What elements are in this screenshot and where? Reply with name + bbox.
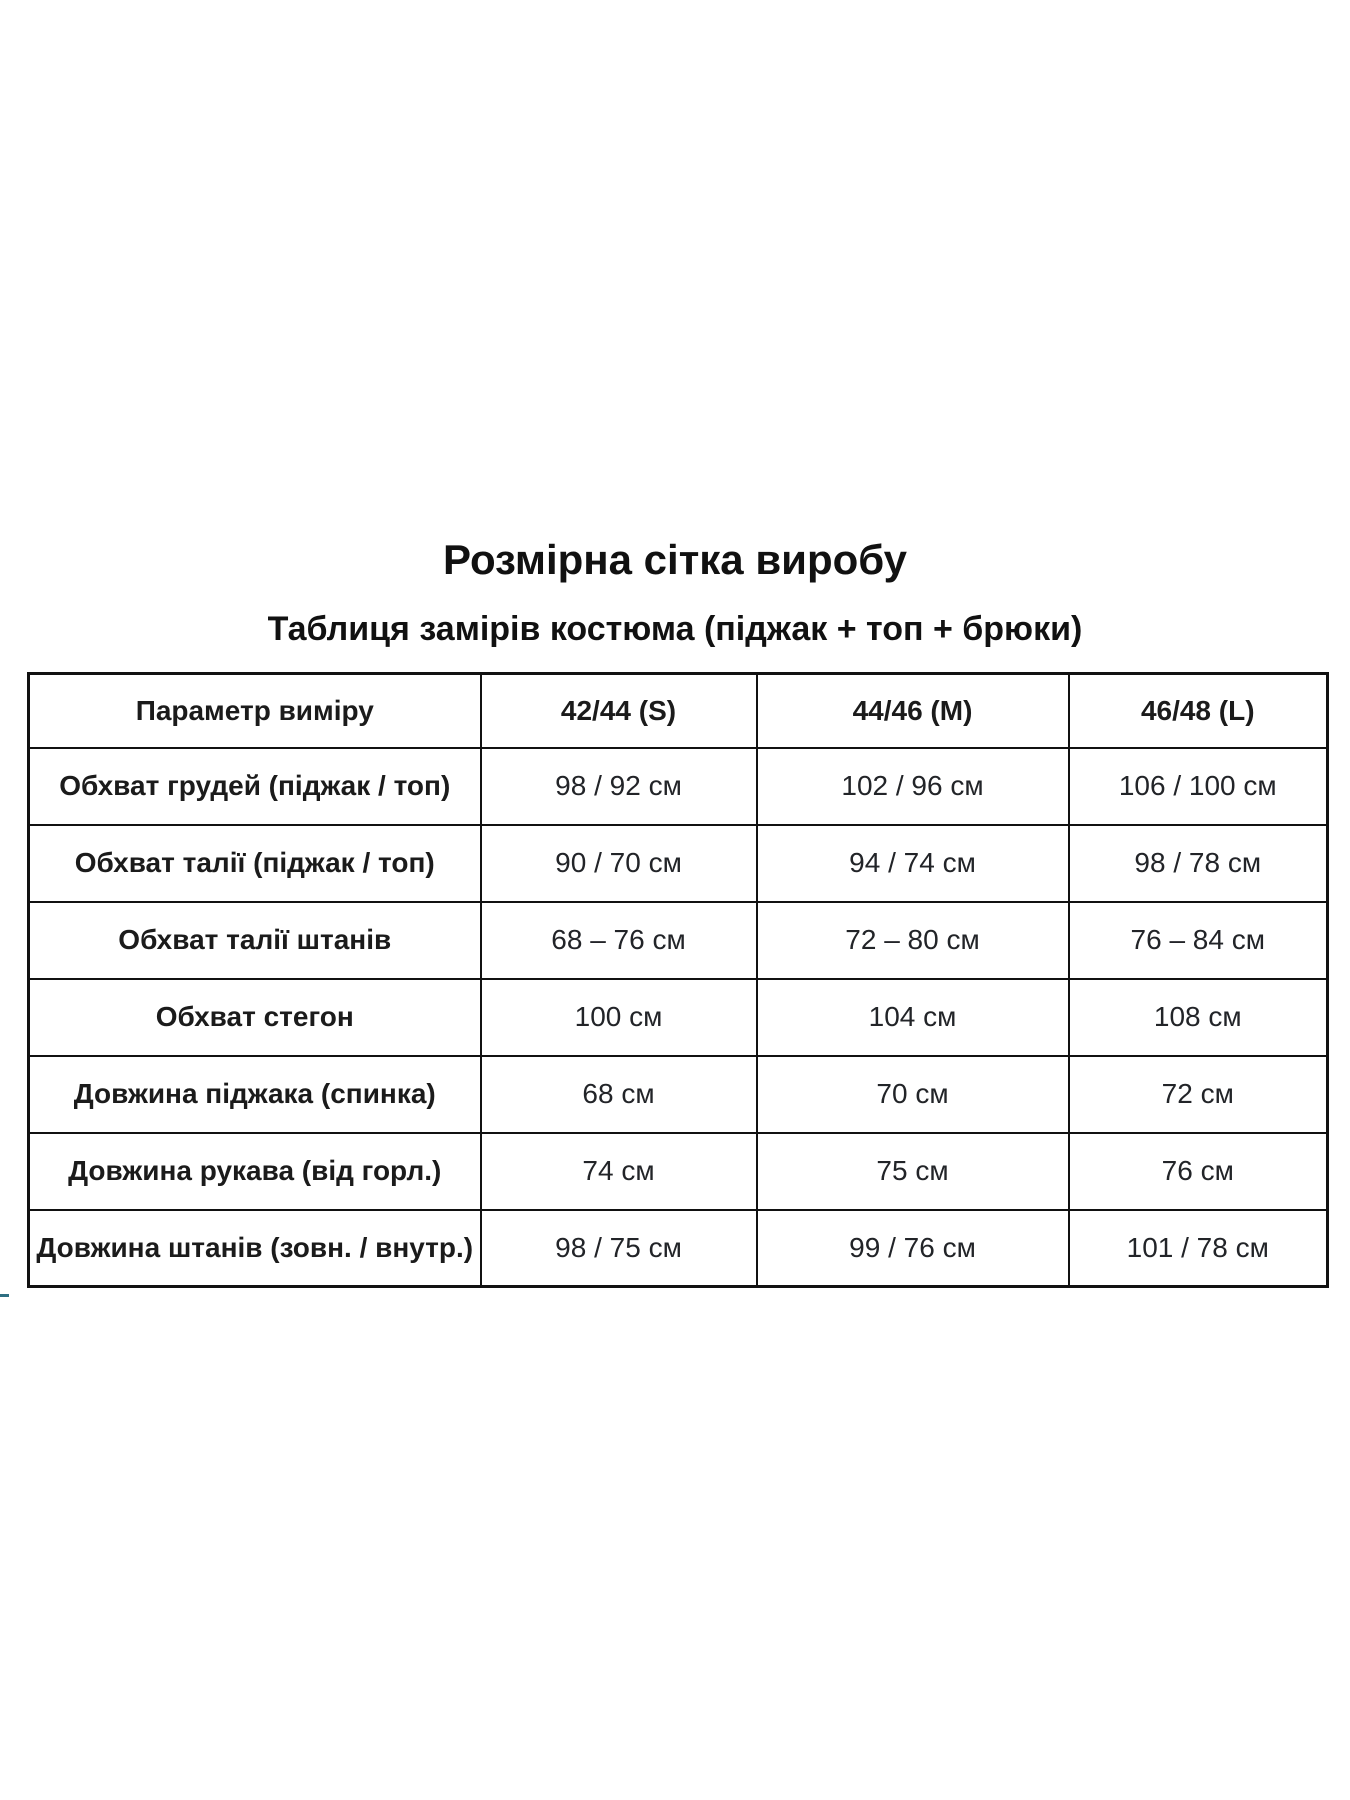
row-label: Обхват талії штанів [29, 902, 481, 979]
row-label: Довжина рукава (від горл.) [29, 1133, 481, 1210]
cell-value: 98 / 75 см [481, 1210, 757, 1287]
table-row [29, 902, 1328, 979]
header-cell-size: 42/44 (S) [481, 674, 757, 748]
cell-value: 68 – 76 см [481, 902, 757, 979]
cell-value: 98 / 78 см [1069, 825, 1328, 902]
row-label: Довжина піджака (спинка) [29, 1056, 481, 1133]
cell-value: 104 см [757, 979, 1069, 1056]
cell-value: 98 / 92 см [481, 748, 757, 825]
cell-value: 94 / 74 см [757, 825, 1069, 902]
cell-value: 108 см [1069, 979, 1328, 1056]
table-row [29, 1056, 1328, 1133]
cell-value: 101 / 78 см [1069, 1210, 1328, 1287]
page-title: Розмірна сітка виробу [442, 536, 908, 583]
header-cell-size: 46/48 (L) [1069, 674, 1328, 748]
header-cell-size: 44/46 (M) [757, 674, 1069, 748]
edge-dash-artifact [0, 1294, 9, 1297]
table-header-row [29, 674, 1328, 748]
cell-value: 74 см [481, 1133, 757, 1210]
cell-value: 72 см [1069, 1056, 1328, 1133]
header-cell-parameter: Параметр виміру [29, 674, 481, 748]
cell-value: 76 см [1069, 1133, 1328, 1210]
row-label: Обхват талії (піджак / топ) [29, 825, 481, 902]
table-row [29, 1210, 1328, 1287]
size-table [27, 672, 1329, 1288]
cell-value: 72 – 80 см [757, 902, 1069, 979]
cell-value: 68 см [481, 1056, 757, 1133]
row-label: Обхват грудей (піджак / топ) [29, 748, 481, 825]
table-row [29, 748, 1328, 825]
row-label: Обхват стегон [29, 979, 481, 1056]
cell-value: 99 / 76 см [757, 1210, 1069, 1287]
table-row [29, 979, 1328, 1056]
cell-value: 75 см [757, 1133, 1069, 1210]
cell-value: 76 – 84 см [1069, 902, 1328, 979]
cell-value: 102 / 96 см [757, 748, 1069, 825]
table-caption: Таблиця замірів костюма (піджак + топ + брюки) [267, 610, 1083, 648]
table-row [29, 825, 1328, 902]
cell-value: 70 см [757, 1056, 1069, 1133]
cell-value: 106 / 100 см [1069, 748, 1328, 825]
table-row [29, 1133, 1328, 1210]
cell-value: 100 см [481, 979, 757, 1056]
cell-value: 90 / 70 см [481, 825, 757, 902]
row-label: Довжина штанів (зовн. / внутр.) [29, 1210, 481, 1287]
